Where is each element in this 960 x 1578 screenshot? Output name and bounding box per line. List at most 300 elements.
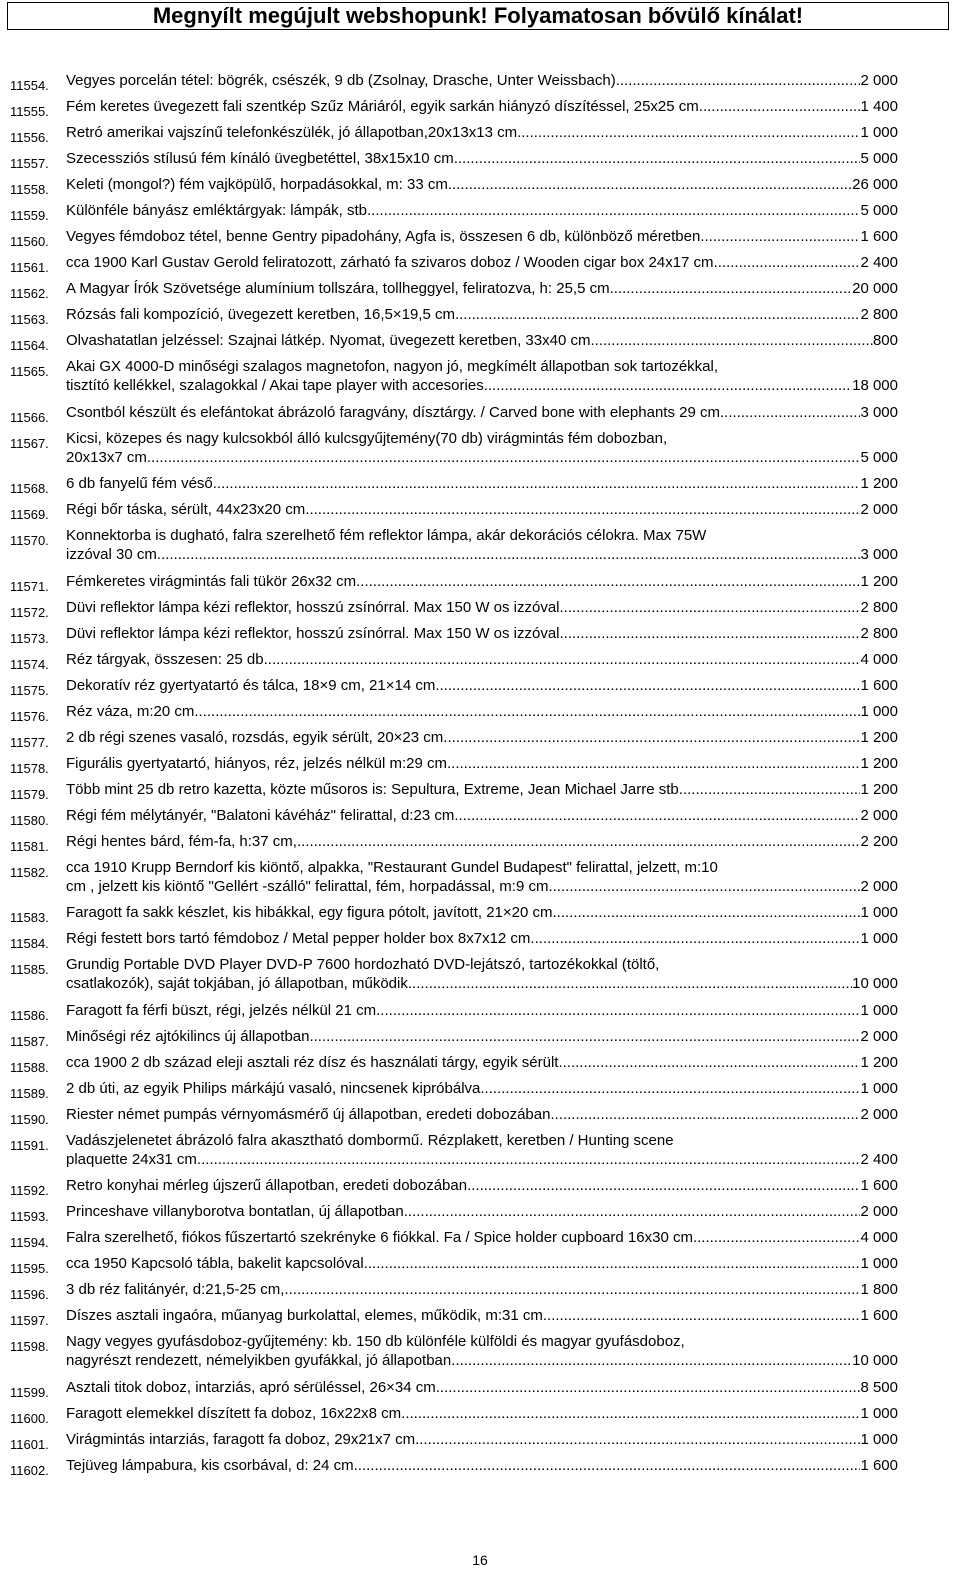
item-price: 2 000 — [860, 1203, 898, 1220]
description-text: Faragott elemekkel díszített fa doboz, 16x22x8 cm — [66, 1404, 402, 1422]
list-item — [0, 1404, 960, 1430]
description-line — [66, 1202, 898, 1221]
item-number: 11556. — [10, 130, 49, 145]
dot-leader — [309, 1027, 860, 1046]
list-item — [0, 728, 960, 754]
item-description — [66, 728, 898, 747]
dot-leader — [354, 1456, 861, 1475]
list-item — [0, 97, 960, 123]
description-line — [66, 1131, 898, 1150]
item-number: 11574. — [10, 656, 49, 672]
description-line — [66, 526, 898, 545]
item-description — [66, 1378, 898, 1397]
description-text: cca 1910 Krupp Berndorf kis kiöntő, alpakka, "Restaurant Gundel Budapest" felirattal, jelzett, m:10 — [66, 858, 718, 876]
dot-leader — [454, 806, 860, 825]
list-item — [0, 201, 960, 227]
description-text: cca 1900 2 db század eleji asztali réz dísz és használati tárgy, egyik sérült. — [66, 1053, 563, 1071]
item-number: 11585. — [10, 962, 49, 977]
item-description — [66, 1105, 898, 1124]
item-description — [66, 305, 898, 324]
item-description — [66, 572, 898, 591]
item-number: 11594. — [10, 1235, 49, 1250]
list-item — [0, 1079, 960, 1105]
item-number: 11601. — [10, 1436, 49, 1452]
description-text: Vegyes fémdoboz tétel, benne Gentry pipadohány, Agfa is, összesen 6 db, különböző méretben — [66, 228, 701, 245]
description-line — [66, 357, 898, 376]
item-description — [66, 1079, 898, 1098]
description-text: tisztító kellékkel, szalagokkal / Akai tape player with accesories — [66, 377, 484, 394]
item-price: 2 400 — [860, 254, 898, 271]
description-line — [66, 955, 898, 974]
list-item — [0, 403, 960, 429]
description-text: Régi fém mélytányér, "Balatoni kávéház" felirattal, d:23 cm — [66, 806, 455, 824]
description-text: Több mint 25 db retro kazetta, közte műsoros is: Sepultura, Extreme, Jean Michael Jarre stb — [66, 780, 679, 798]
description-text: 6 db fanyelű fém véső — [66, 475, 213, 492]
item-price: 1 800 — [860, 1281, 898, 1298]
dot-leader — [371, 201, 860, 220]
list-item — [0, 1228, 960, 1254]
list-item — [0, 598, 960, 624]
description-line — [66, 1280, 898, 1299]
list-item — [0, 702, 960, 728]
description-line — [66, 650, 898, 669]
description-text: Szecessziós stílusú fém kínáló üvegbetéttel, 38x15x10 cm — [66, 150, 454, 167]
item-price: 5 000 — [860, 448, 898, 466]
description-text: Virágmintás intarziás, faragott fa doboz, 29x21x7 cm — [66, 1430, 416, 1448]
list-item — [0, 1053, 960, 1079]
list-item — [0, 832, 960, 858]
dot-leader — [194, 702, 860, 721]
description-text: Régi hentes bárd, fém-fa, h:37 cm, — [66, 832, 297, 850]
list-item — [0, 1001, 960, 1027]
description-text: Réz tárgyak, összesen: 25 db — [66, 650, 264, 668]
description-line — [66, 728, 898, 747]
description-line — [66, 123, 898, 142]
item-price: 1 600 — [860, 1177, 898, 1194]
item-price: 3 000 — [860, 403, 898, 421]
catalog-list — [0, 71, 960, 1482]
description-line — [66, 71, 898, 90]
description-text: Riester német pumpás vérnyomásmérő új állapotban, eredeti dobozában. — [66, 1105, 555, 1123]
list-item — [0, 650, 960, 676]
item-price: 1 200 — [860, 572, 898, 590]
description-line — [66, 1176, 898, 1195]
item-number: 11554. — [10, 78, 49, 93]
item-description — [66, 955, 898, 993]
description-text: Olvashatatlan jelzéssel: Szajnai látkép. Nyomat, üvegezett keretben, 33x40 cm — [66, 332, 591, 349]
item-description — [66, 1131, 898, 1169]
description-text: Különféle bányász emléktárgyak: lámpák, stb. — [66, 202, 372, 219]
description-text: Kicsi, közepes és nagy kulcsokból álló kulcsgyűjtemény(70 db) virágmintás fém dobozban, — [66, 429, 668, 447]
item-price: 2 000 — [860, 877, 898, 895]
item-number: 11578. — [10, 760, 49, 776]
item-price: 1 200 — [860, 728, 898, 746]
description-text: 3 db réz falitányér, d:21,5-25 cm, — [66, 1281, 285, 1298]
list-item — [0, 903, 960, 929]
description-line — [66, 1378, 898, 1397]
item-number: 11561. — [10, 260, 49, 275]
item-number: 11571. — [10, 578, 49, 594]
item-number: 11577. — [10, 734, 49, 750]
list-item — [0, 929, 960, 955]
dot-leader — [548, 877, 860, 896]
item-price: 26 000 — [852, 176, 898, 193]
item-price: 2 800 — [860, 306, 898, 323]
dot-leader — [297, 832, 861, 851]
description-line — [66, 572, 898, 591]
dot-leader — [560, 624, 861, 643]
description-line — [66, 403, 898, 422]
item-price: 10 000 — [852, 975, 898, 992]
item-price: 1 000 — [860, 1404, 898, 1422]
item-number: 11557. — [10, 156, 49, 171]
description-line — [66, 1351, 898, 1370]
item-description — [66, 526, 898, 564]
item-number: 11589. — [10, 1085, 49, 1101]
item-price: 1 200 — [860, 1053, 898, 1071]
item-price: 1 000 — [860, 904, 898, 921]
item-description — [66, 253, 898, 272]
item-price: 1 200 — [860, 754, 898, 772]
list-item — [0, 71, 960, 97]
item-description — [66, 201, 898, 220]
item-number: 11581. — [10, 838, 49, 854]
list-item — [0, 624, 960, 650]
list-item — [0, 526, 960, 572]
list-item — [0, 500, 960, 526]
list-item — [0, 1306, 960, 1332]
item-description — [66, 1254, 898, 1273]
description-text: izzóval 30 cm — [66, 546, 157, 563]
dot-leader — [448, 175, 852, 194]
dot-leader — [213, 474, 861, 493]
page-number: 16 — [472, 1552, 488, 1568]
item-price: 2 000 — [860, 72, 898, 89]
item-number: 11563. — [10, 312, 49, 327]
description-text: Düvi reflektor lámpa kézi reflektor, hosszú zsínórral. Max 150 W os izzóval — [66, 598, 560, 616]
list-item — [0, 1332, 960, 1378]
description-text: Fém keretes üvegezett fali szentkép Szűz Máriáról, egyik sarkán hiányzó díszítéssel, 25x25 cm — [66, 98, 699, 115]
item-price: 2 800 — [860, 624, 898, 642]
dot-leader — [447, 754, 860, 773]
list-item — [0, 149, 960, 175]
item-price: 2 000 — [860, 1027, 898, 1045]
item-price: 8 500 — [860, 1378, 898, 1396]
item-price: 1 600 — [860, 228, 898, 245]
item-description — [66, 1306, 898, 1325]
item-description — [66, 1202, 898, 1221]
item-number: 11558. — [10, 182, 49, 197]
description-line — [66, 598, 898, 617]
item-number: 11569. — [10, 507, 49, 522]
description-text: 2 db úti, az egyik Philips márkájú vasaló, nincsenek kipróbálva — [66, 1079, 481, 1097]
list-item — [0, 572, 960, 598]
description-line — [66, 474, 898, 493]
item-description — [66, 1280, 898, 1299]
dot-leader — [415, 1430, 860, 1449]
description-line — [66, 1306, 898, 1325]
description-text: Fémkeretes virágmintás fali tükör 26x32 cm — [66, 572, 357, 590]
item-number: 11600. — [10, 1410, 49, 1426]
item-number: 11588. — [10, 1059, 49, 1075]
item-price: 2 000 — [860, 1105, 898, 1123]
dot-leader — [454, 149, 861, 168]
description-line — [66, 1254, 898, 1273]
description-text: csatlakozók), saját tokjában, jó állapotban, működik — [66, 975, 408, 992]
description-text: Régi bőr táska, sérült, 44x23x20 cm — [66, 501, 306, 518]
dot-leader — [480, 1079, 860, 1098]
description-text: A Magyar Írók Szövetsége alumínium tollszára, tollheggyel, feliratozva, h: 25,5 cm — [66, 280, 610, 297]
item-number: 11587. — [10, 1033, 49, 1049]
description-line — [66, 1027, 898, 1046]
description-line — [66, 1332, 898, 1351]
description-line — [66, 858, 898, 877]
item-description — [66, 1404, 898, 1423]
item-price: 20 000 — [852, 280, 898, 297]
item-description — [66, 123, 898, 142]
item-description — [66, 780, 898, 799]
item-description — [66, 429, 898, 467]
dot-leader — [616, 71, 861, 90]
description-text: cca 1900 Karl Gustav Gerold feliratozott, zárható fa szivaros doboz / Wooden cigar box 24x17 cm — [66, 254, 714, 271]
item-number: 11576. — [10, 708, 49, 724]
item-price: 2 000 — [860, 806, 898, 824]
dot-leader — [264, 650, 861, 669]
item-price: 1 200 — [860, 475, 898, 492]
dot-leader — [157, 545, 861, 564]
description-text: Vadászjelenetet ábrázoló falra akasztható dombormű. Rézplakett, keretben / Hunting scene — [66, 1131, 674, 1149]
dot-leader — [553, 903, 861, 922]
item-price: 800 — [872, 332, 898, 349]
item-number: 11567. — [10, 435, 49, 451]
description-line — [66, 376, 898, 395]
item-number: 11586. — [10, 1007, 49, 1023]
item-description — [66, 903, 898, 922]
description-text: Asztali titok doboz, intarziás, apró sérüléssel, 26×34 cm — [66, 1378, 436, 1396]
description-text: cca 1950 Kapcsoló tábla, bakelit kapcsolóval — [66, 1255, 364, 1272]
description-line — [66, 1105, 898, 1124]
description-text: 2 db régi szenes vasaló, rozsdás, egyik sérült, 20×23 cm — [66, 728, 444, 746]
item-description — [66, 702, 898, 721]
item-number: 11559. — [10, 208, 49, 223]
item-description — [66, 676, 898, 695]
dot-leader — [699, 97, 861, 116]
list-item — [0, 357, 960, 403]
description-line — [66, 175, 898, 194]
list-item — [0, 780, 960, 806]
item-price: 1 600 — [860, 676, 898, 694]
dot-leader — [436, 1378, 861, 1397]
item-description — [66, 1001, 898, 1020]
item-description — [66, 1027, 898, 1046]
item-price: 18 000 — [852, 377, 898, 394]
item-number: 11595. — [10, 1261, 49, 1276]
description-text: cm , jelzett kis kiöntő "Gellért -szálló" felirattal, fém, horpadással, m:9 cm — [66, 877, 549, 895]
dot-leader — [530, 929, 860, 948]
item-description — [66, 149, 898, 168]
item-number: 11591. — [10, 1137, 49, 1153]
dot-leader — [284, 1280, 860, 1299]
item-price: 1 200 — [860, 780, 898, 798]
list-item — [0, 253, 960, 279]
item-number: 11555. — [10, 104, 49, 119]
list-item — [0, 474, 960, 500]
item-number: 11562. — [10, 286, 49, 301]
description-line — [66, 201, 898, 220]
item-price: 2 000 — [860, 501, 898, 518]
description-line — [66, 1228, 898, 1247]
item-description — [66, 97, 898, 116]
dot-leader — [197, 1150, 861, 1169]
dot-leader — [467, 1176, 860, 1195]
dot-leader — [376, 1001, 860, 1020]
item-description — [66, 71, 898, 90]
dot-leader — [364, 1254, 861, 1273]
description-line — [66, 305, 898, 324]
description-text: Akai GX 4000-D minőségi szalagos magnetofon, nagyon jó, megkímélt állapotban sok tartozékkal, — [66, 358, 719, 375]
dot-leader — [543, 1306, 861, 1325]
description-line — [66, 1001, 898, 1020]
description-text: Düvi reflektor lámpa kézi reflektor, hosszú zsínórral. Max 150 W os izzóval — [66, 624, 560, 642]
dot-leader — [555, 1105, 861, 1124]
item-description — [66, 474, 898, 493]
description-text: Vegyes porcelán tétel: bögrék, csészék, 9 db (Zsolnay, Drasche, Unter Weissbach) — [66, 72, 616, 89]
list-item — [0, 1176, 960, 1202]
item-number: 11593. — [10, 1209, 49, 1224]
description-text: 20x13x7 cm — [66, 448, 147, 466]
item-number: 11579. — [10, 786, 49, 802]
dot-leader — [401, 1404, 860, 1423]
item-description — [66, 598, 898, 617]
description-line — [66, 877, 898, 896]
description-text: Retro konyhai mérleg újszerű állapotban, eredeti dobozában — [66, 1177, 468, 1194]
item-description — [66, 500, 898, 519]
item-number: 11584. — [10, 936, 49, 951]
description-line — [66, 974, 898, 993]
item-price: 1 000 — [860, 1001, 898, 1019]
description-line — [66, 227, 898, 246]
item-price: 1 000 — [860, 1255, 898, 1272]
dot-leader — [356, 572, 860, 591]
item-number: 11568. — [10, 481, 49, 496]
item-description — [66, 754, 898, 773]
dot-leader — [693, 1228, 860, 1247]
item-price: 5 000 — [860, 150, 898, 167]
description-text: Réz váza, m:20 cm — [66, 702, 195, 720]
description-line — [66, 97, 898, 116]
description-text: Falra szerelhető, fiókos fűszertartó szekrényke 6 fiókkal. Fa / Spice holder cupboard 16x30 cm — [66, 1229, 693, 1246]
description-line — [66, 1456, 898, 1475]
item-price: 3 000 — [860, 546, 898, 563]
description-text: Tejüveg lámpabura, kis csorbával, d: 24 cm — [66, 1456, 354, 1474]
description-line — [66, 676, 898, 695]
item-number: 11583. — [10, 910, 49, 925]
item-number: 11596. — [10, 1287, 49, 1302]
item-number: 11602. — [10, 1462, 49, 1478]
description-line — [66, 253, 898, 272]
list-item — [0, 806, 960, 832]
item-description — [66, 1456, 898, 1475]
description-text: Minőségi réz ajtókilincs új állapotban — [66, 1027, 310, 1045]
dot-leader — [590, 331, 873, 350]
item-price: 4 000 — [860, 650, 898, 668]
item-description — [66, 175, 898, 194]
item-description — [66, 650, 898, 669]
description-text: nagyrészt rendezett, némelyikben gyufákkal, jó állapotban — [66, 1352, 452, 1369]
description-text: Figurális gyertyatartó, hiányos, réz, jelzés nélkül m:29 cm — [66, 754, 447, 772]
list-item — [0, 123, 960, 149]
description-line — [66, 545, 898, 564]
description-text: Faragott fa sakk készlet, kis hibákkal, egy figura pótolt, javított, 21×20 cm — [66, 904, 553, 921]
item-description — [66, 832, 898, 851]
item-description — [66, 1176, 898, 1195]
list-item — [0, 1378, 960, 1404]
list-item — [0, 279, 960, 305]
dot-leader — [563, 1053, 861, 1072]
description-line — [66, 1079, 898, 1098]
list-item — [0, 305, 960, 331]
dot-leader — [455, 305, 860, 324]
list-item — [0, 1430, 960, 1456]
list-item — [0, 331, 960, 357]
item-price: 1 600 — [860, 1456, 898, 1474]
description-text: plaquette 24x31 cm — [66, 1150, 197, 1168]
item-number: 11570. — [10, 533, 49, 548]
list-item — [0, 676, 960, 702]
item-number: 11575. — [10, 682, 49, 698]
list-item — [0, 754, 960, 780]
item-description — [66, 1332, 898, 1370]
description-text: Csontból készült és elefántokat ábrázoló faragvány, dísztárgy. / Carved bone with elephants 29 cm — [66, 403, 720, 421]
item-description — [66, 858, 898, 896]
list-item — [0, 1027, 960, 1053]
description-text: Dekoratív réz gyertyatartó és tálca, 18×9 cm, 21×14 cm — [66, 676, 436, 694]
dot-leader — [720, 403, 860, 422]
list-item — [0, 429, 960, 475]
dot-leader — [147, 448, 861, 467]
item-description — [66, 279, 898, 298]
item-number: 11580. — [10, 812, 49, 828]
item-number: 11590. — [10, 1111, 49, 1127]
description-line — [66, 429, 898, 448]
dot-leader — [443, 728, 860, 747]
item-price: 2 400 — [860, 1150, 898, 1168]
item-number: 11598. — [10, 1339, 49, 1354]
item-description — [66, 624, 898, 643]
list-item — [0, 1456, 960, 1482]
list-item — [0, 1105, 960, 1131]
description-line — [66, 279, 898, 298]
description-text: Rózsás fali kompozíció, üvegezett keretben, 16,5×19,5 cm — [66, 306, 455, 323]
item-number: 11573. — [10, 630, 49, 646]
item-number: 11599. — [10, 1384, 49, 1400]
description-text: Princeshave villanyborotva bontatlan, új állapotban — [66, 1203, 404, 1220]
item-price: 1 000 — [860, 1079, 898, 1097]
item-description — [66, 1053, 898, 1072]
item-number: 11582. — [10, 864, 49, 880]
list-item — [0, 1131, 960, 1177]
item-description — [66, 929, 898, 948]
item-price: 2 200 — [860, 832, 898, 850]
description-text: Retró amerikai vajszínű telefonkészülék, jó állapotban,20x13x13 cm — [66, 124, 518, 141]
item-number: 11564. — [10, 338, 49, 353]
description-line — [66, 448, 898, 467]
item-price: 1 400 — [860, 98, 898, 115]
dot-leader — [451, 1351, 852, 1370]
description-line — [66, 624, 898, 643]
item-number: 11592. — [10, 1183, 49, 1198]
description-line — [66, 500, 898, 519]
